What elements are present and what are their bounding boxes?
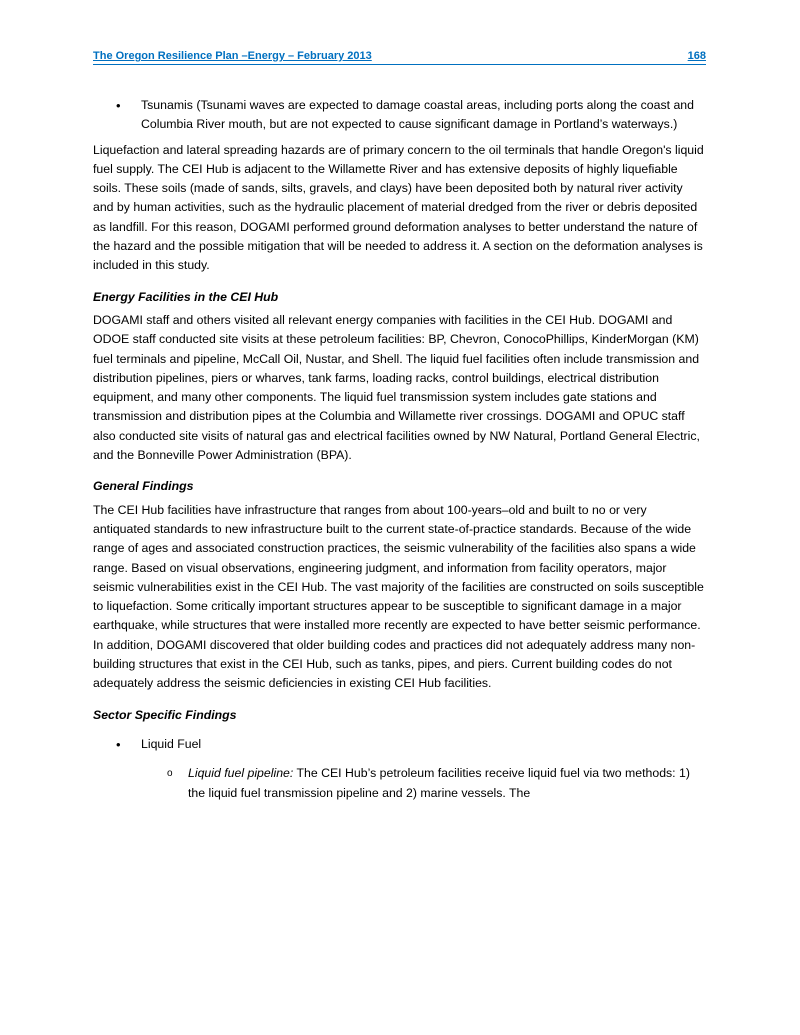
liquefaction-paragraph: Liquefaction and lateral spreading hazards are of primary concern to the oil terminals that handle Oregon's liquid fuel supply. The CEI Hub is adjacent to the Willamette River and has extensive deposits of highly liquefiable soils. These soils (made of sands, silts, gravels, and clays) have been deposited both by natural river activity and by human activities, such as the hydraulic placement of material dredged from the river or debris deposited as landfill. For this reason, DOGAMI performed ground deformation analyses to better understand the nature of the hazard and the possible mitigation that will be needed to address it. A section on the deformation analyses is included in this study. — [93, 142, 704, 273]
liquid-fuel-pipeline-item — [93, 764, 706, 803]
liquid-fuel-label: Liquid Fuel — [141, 736, 202, 751]
sector-findings-heading: Sector Specific Findings — [93, 707, 237, 722]
bullet-icon: • — [116, 98, 121, 113]
liquid-fuel-pipeline-text: The CEI Hub’s petroleum facilities receive liquid fuel via two methods: 1) the liquid fuel transmission pipeline and 2) marine vessels. The — [188, 766, 690, 800]
page-body — [93, 96, 706, 803]
tsunami-bullet-text: Tsunamis (Tsunami waves are expected to damage coastal areas, including ports along the coast and Columbia River mouth, but are not expected to cause significant damage in Portland’s waterways.) — [141, 98, 694, 132]
liquid-fuel-bullet-item — [93, 735, 706, 754]
energy-facilities-heading: Energy Facilities in the CEI Hub — [93, 289, 279, 304]
sub-bullet-icon: o — [167, 768, 173, 780]
bullet-icon: • — [116, 736, 121, 752]
liquid-fuel-pipeline-term: Liquid fuel pipeline: — [188, 766, 294, 781]
tsunami-bullet-item — [93, 96, 706, 135]
header-title: The Oregon Resilience Plan –Energy – February 2013 — [93, 50, 372, 62]
energy-facilities-paragraph: DOGAMI staff and others visited all relevant energy companies with facilities in the CEI Hub. DOGAMI and ODOE staff conducted site visits at these petroleum facilities: BP, Chevron, ConocoPhillips, KinderMorgan (KM) fuel terminals and pipeline, McCall Oil, Nustar, and Shell. The liquid fuel facilities often include transmission and distribution pipelines, piers or wharves, tank farms, loading racks, control buildings, electrical distribution equipment, and many other components. The liquid fuel transmission system includes gate stations and transmission and distribution pipes at the Columbia and Willamette river crossings. DOGAMI and OPUC staff also conducted site visits of natural gas and electrical facilities owned by NW Natural, Portland General Electric, and the Bonneville Power Administration (BPA). — [93, 312, 700, 463]
page-header — [93, 50, 706, 65]
general-findings-paragraph: The CEI Hub facilities have infrastructure that ranges from about 100-years–old and built to no or very antiquated standards to new infrastructure built to the current state-of-practice standards. Because of the wide range of ages and associated construction practices, the seismic vulnerability of the facilities also spans a wide range. Based on visual observations, engineering judgment, and information from facility operators, major seismic vulnerabilities exist in the CEI Hub. The vast majority of the facilities are constructed on soils susceptible to liquefaction. Some critically important structures appear to be susceptible to significant damage in a major earthquake, while structures that were installed more recently are expected to have better seismic performance. In addition, DOGAMI discovered that older building codes and practices did not adequately address many non-building structures that exist in the CEI Hub, such as tanks, pipes, and piers. Current building codes do not adequately address the seismic deficiencies in existing CEI Hub facilities. — [93, 502, 704, 691]
general-findings-heading: General Findings — [93, 479, 194, 494]
page-number: 168 — [687, 50, 706, 62]
